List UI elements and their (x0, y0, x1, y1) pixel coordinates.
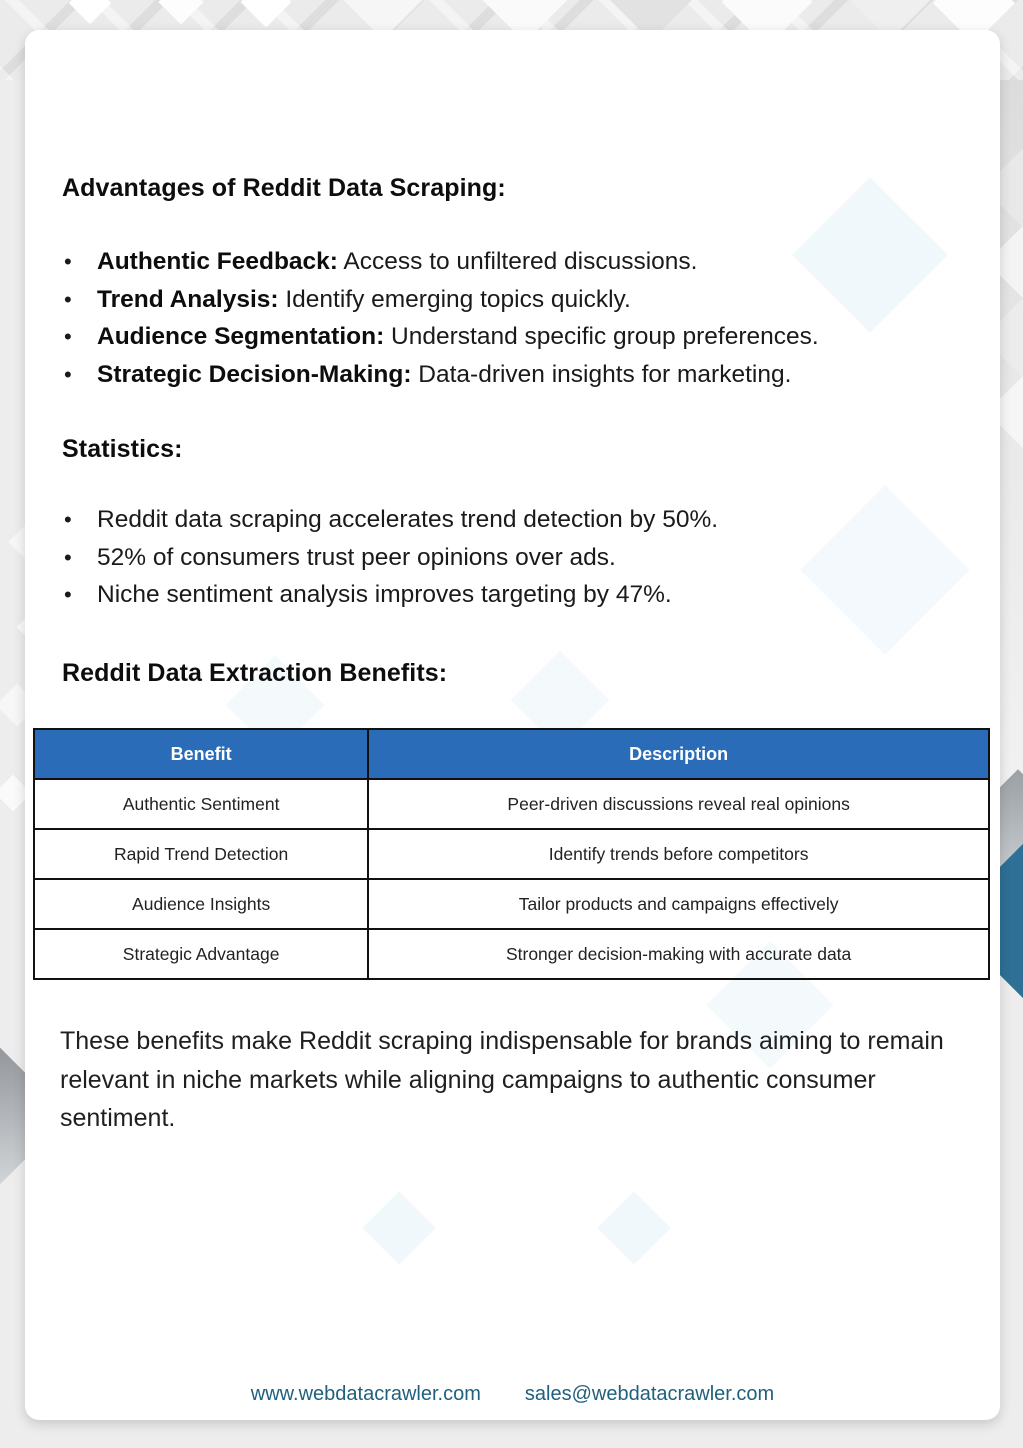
email-link[interactable]: sales@webdatacrawler.com (524, 1383, 775, 1405)
list-item (64, 576, 718, 614)
bullet-icon (64, 356, 97, 394)
list-item (64, 318, 819, 356)
website-link[interactable]: www.webdatacrawler.com (250, 1383, 481, 1405)
statistics-list (64, 501, 718, 614)
closing-paragraph: These benefits make Reddit scraping indispensable for brands aiming to remain relevant in niche markets while aligning campaigns to authentic consumer sentiment. (60, 1027, 944, 1133)
table-row (34, 829, 989, 879)
description-cell: Tailor products and campaigns effectively (368, 879, 989, 929)
table-row (34, 779, 989, 829)
advantages-heading: Advantages of Reddit Data Scraping: (62, 174, 506, 202)
benefits-heading: Reddit Data Extraction Benefits: (62, 659, 448, 687)
list-item (64, 281, 819, 319)
table-row (34, 879, 989, 929)
table-header-row (34, 729, 989, 779)
bullet-icon (64, 243, 97, 281)
bullet-icon (64, 501, 97, 539)
description-cell: Peer-driven discussions reveal real opinions (368, 779, 989, 829)
list-item-bold: Trend Analysis: (97, 285, 279, 313)
advantages-list (64, 243, 819, 393)
list-item-text: Data-driven insights for marketing. (411, 360, 792, 388)
description-cell: Identify trends before competitors (368, 829, 989, 879)
list-item-text: Access to unfiltered discussions. (337, 248, 698, 275)
benefit-cell: Audience Insights (34, 879, 368, 929)
column-header-benefit: Benefit (34, 729, 368, 779)
benefit-cell: Authentic Sentiment (34, 779, 368, 829)
list-item (64, 356, 819, 394)
column-header-description: Description (368, 729, 989, 779)
benefit-cell: Rapid Trend Detection (34, 829, 368, 879)
benefits-table (33, 728, 990, 980)
list-item-text: Identify emerging topics quickly. (278, 285, 631, 313)
list-item (64, 243, 819, 281)
benefit-cell: Strategic Advantage (34, 929, 368, 979)
bullet-icon (64, 576, 97, 614)
bullet-icon (64, 281, 97, 319)
bullet-icon (64, 539, 97, 577)
footer (25, 1383, 1000, 1406)
list-item (64, 501, 718, 539)
description-cell: Stronger decision-making with accurate data (368, 929, 989, 979)
list-item-text: Niche sentiment analysis improves targeting by 47%. (97, 581, 672, 609)
statistics-heading: Statistics: (62, 435, 183, 463)
list-item-text: Reddit data scraping accelerates trend detection by 50%. (97, 506, 719, 533)
list-item-bold: Authentic Feedback: (97, 248, 338, 275)
bullet-icon (64, 318, 97, 356)
list-item-bold: Audience Segmentation: (97, 323, 385, 351)
list-item-text: Understand specific group preferences. (384, 323, 819, 351)
list-item-text: 52% of consumers trust peer opinions over ads. (97, 543, 616, 571)
list-item-bold: Strategic Decision-Making: (97, 360, 412, 388)
list-item (64, 539, 718, 577)
table-row (34, 929, 989, 979)
